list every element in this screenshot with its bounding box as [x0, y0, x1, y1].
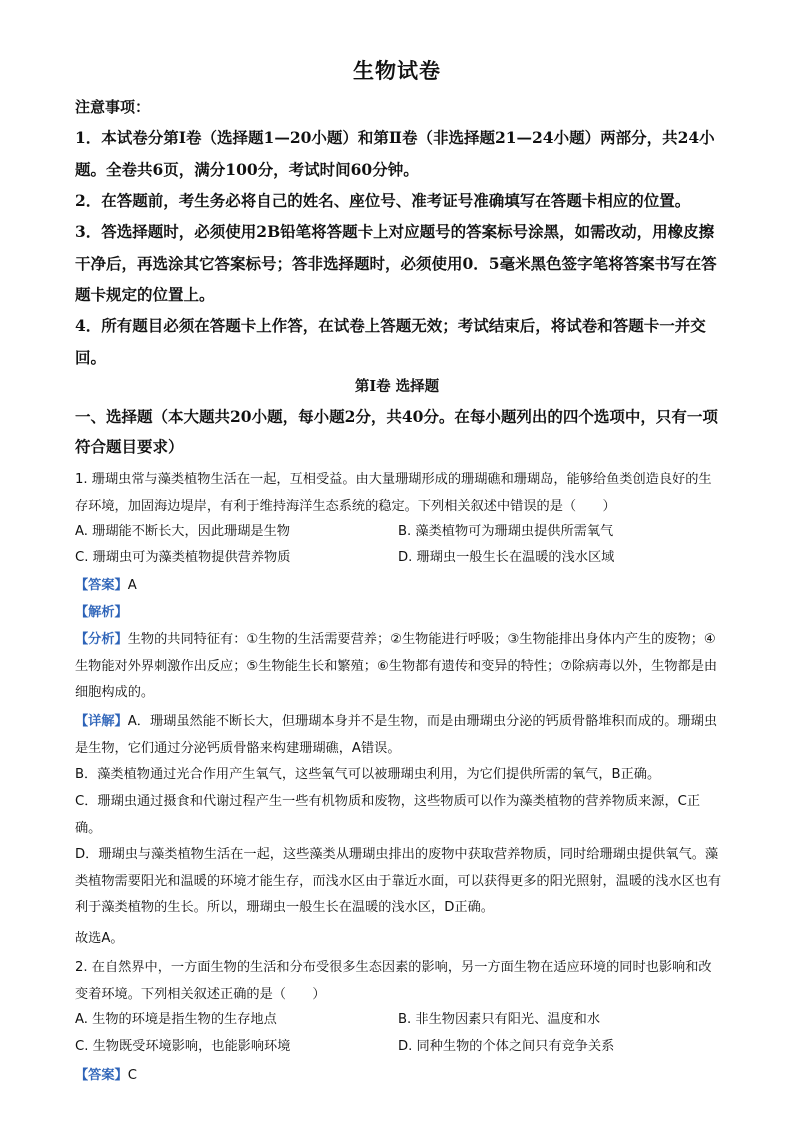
note-item-4: 4．所有题目必须在答题卡上作答，在试卷上答题无效；考试结束后，将试卷和答题卡一并交回。 [75, 316, 706, 367]
q1-answer-tag: 【答案】 [75, 578, 128, 593]
q1-option-d: D. 珊瑚虫一般生长在温暖的浅水区域 [398, 550, 615, 565]
q1-conclusion: 故选A。 [75, 931, 124, 946]
q1-option-c: C. 珊瑚虫可为藻类植物提供营养物质 [75, 550, 291, 565]
q1-detail-d: D．珊瑚虫与藻类植物生活在一起，这些藻类从珊瑚虫排出的废物中获取营养物质，同时给珊瑚虫提供氧气。藻类植物需要阳光和温暖的环境才能生存，而浅水区由于靠近水面，可以获得更多的阳光照射，温暖的浅水区也有利于藻类植物的生长。所以，珊瑚虫一般生长在温暖的浅水区，D正确。 [75, 847, 722, 915]
note-item-1: 1．本试卷分第Ⅰ卷（选择题1—20小题）和第Ⅱ卷（非选择题21—24小题）两部分，共24小题。全卷共6页，满分100分，考试时间60分钟。 [75, 128, 715, 179]
q2-option-b: B. 非生物因素只有阳光、温度和水 [398, 1012, 601, 1027]
q2-answer: C [127, 1068, 137, 1083]
q1-detail-b: B．藻类植物通过光合作用产生氧气，这些氧气可以被珊瑚虫利用，为它们提供所需的氧气，B正确。 [75, 767, 661, 782]
q1-options-row-2 [75, 546, 723, 572]
q1-analysis-tag: 【解析】 [75, 605, 128, 620]
q2-answer-line [75, 1063, 137, 1089]
q1-stem: 1. 珊瑚虫常与藻类植物生活在一起，互相受益。由大量珊瑚形成的珊瑚礁和珊瑚岛，能够给鱼类创造良好的生存环境，加固海边堤岸，有利于维持海洋生态系统的稳定。下列相关叙述中错误的是（ ） [75, 472, 712, 514]
q2-options-row-1 [75, 1008, 723, 1034]
q2-options-row-2 [75, 1035, 723, 1061]
q1-option-b: B. 藻类植物可为珊瑚虫提供所需氧气 [398, 524, 614, 539]
q1-options-row-1 [75, 520, 723, 546]
q1-answer-line [75, 573, 137, 599]
section1-heading: 一、选择题（本大题共20小题，每小题2分，共40分。在每小题列出的四个选项中，只有一项符合题目要求） [75, 407, 718, 456]
note-item-2: 2．在答题前，考生务必将自己的姓名、座位号、准考证号准确填写在答题卡相应的位置。 [75, 191, 691, 210]
q2-option-d: D. 同种生物的个体之间只有竞争关系 [398, 1039, 615, 1054]
part1-title: 第Ⅰ卷 选择题 [354, 378, 440, 395]
q2-option-a: A. 生物的环境是指生物的生存地点 [75, 1012, 277, 1027]
q1-fenxi-text: 生物的共同特征有：①生物的生活需要营养；②生物能进行呼吸；③生物能排出身体内产生的废物；④生物能对外界刺激作出反应；⑤生物能生长和繁殖；⑥生物都有遗传和变异的特性；⑦除病毒以外，生物都是由细胞构成的。 [75, 632, 718, 700]
q2-stem: 2. 在自然界中，一方面生物的生活和分布受很多生态因素的影响，另一方面生物在适应环境的同时也影响和改变着环境。下列相关叙述正确的是（ ） [75, 960, 712, 1002]
q1-answer: A [127, 578, 137, 593]
q1-xiangjie-tag: 【详解】 [75, 714, 128, 729]
q1-detail-a [75, 709, 723, 762]
q2-answer-tag: 【答案】 [75, 1068, 128, 1083]
q1-fenxi [75, 627, 723, 707]
page-title: 生物试卷 [353, 58, 441, 83]
q1-fenxi-tag: 【分析】 [75, 632, 128, 647]
q2-option-c: C. 生物既受环境影响，也能影响环境 [75, 1039, 291, 1054]
note-item-3: 3．答选择题时，必须使用2B铅笔将答题卡上对应题号的答案标号涂黑，如需改动，用橡皮擦干净后，再选涂其它答案标号；答非选择题时，必须使用0．5毫米黑色签字笔将答案书写在答题卡规定的位置上。 [75, 222, 717, 304]
q1-detail-a-text: A．珊瑚虽然能不断长大，但珊瑚本身并不是生物，而是由珊瑚虫分泌的钙质骨骼堆积而成的。珊瑚虫是生物，它们通过分泌钙质骨骼来构建珊瑚礁，A错误。 [75, 714, 718, 756]
q1-analysis-line [75, 600, 128, 626]
notes-heading: 注意事项： [75, 98, 151, 116]
q1-option-a: A. 珊瑚能不断长大，因此珊瑚是生物 [75, 524, 290, 539]
q1-detail-c: C．珊瑚虫通过摄食和代谢过程产生一些有机物质和废物，这些物质可以作为藻类植物的营养物质来源，C正确。 [75, 794, 701, 836]
